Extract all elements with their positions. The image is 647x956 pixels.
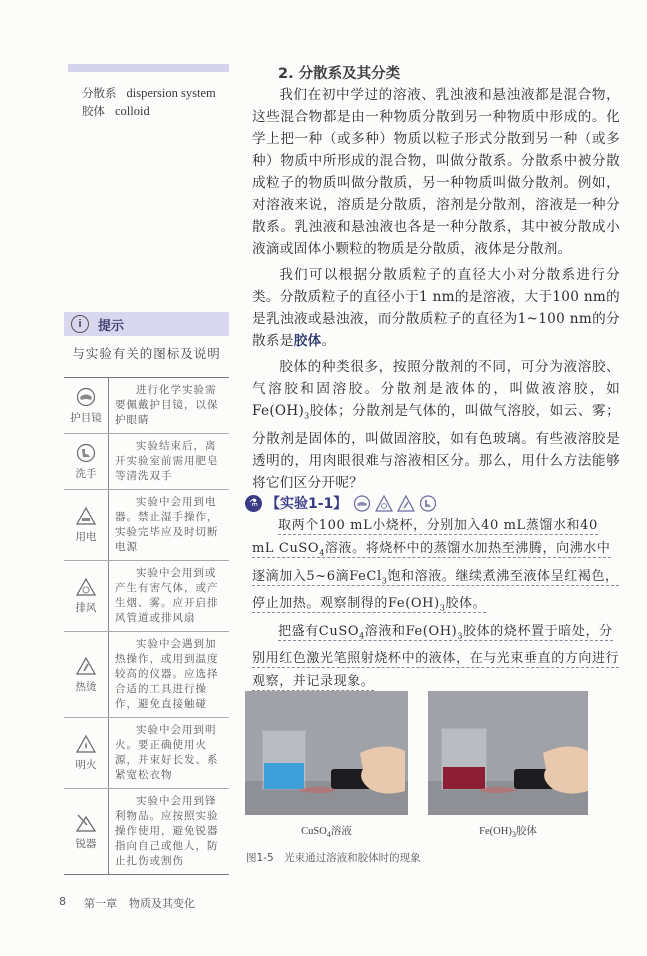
glossary-header-bar — [68, 64, 229, 72]
icon-name: 热烫 — [75, 680, 97, 693]
paragraph: 我们在初中学过的溶液、乳浊液和悬浊液都是混合物，这些混合物都是由一种物质分散到另一种物质中形成的。化学上把一种（或多种）物质以粒子形式分散到另一种（或多种）物质中所形成的混合物，叫做分散系。分散系中被分散成粒子的物质叫做分散质，另一种物质叫做分散剂。例如，对溶液来说，溶质是分散质，溶剂是分散剂，溶液是一种分散系。乳浊液和悬浊液也各是一种分散系，其中被分散成小液滴或固体小颗粒的物质是分散质，液体是分散剂。 — [252, 87, 620, 257]
ventilation-icon — [375, 495, 393, 512]
icon-name: 排风 — [75, 602, 97, 614]
icon-description: 实验中会用到明火。要正确使用火源，并束好长发、系紧宽松衣物 — [115, 724, 219, 781]
glossary-term-zh: 胶体 — [82, 104, 105, 118]
icon-name: 用电 — [75, 531, 97, 543]
electricity-icon — [75, 506, 97, 526]
icon-description: 实验中会用到锋利物品。应按照实验操作使用，避免锐器指向自己或他人，防止扎伤或割伤 — [115, 795, 219, 867]
experiment-header — [245, 493, 437, 513]
goggles-icon — [353, 495, 371, 512]
figure-caption: 图1-5 光束通过溶液和胶体时的现象 — [246, 852, 421, 864]
paragraph: 我们可以根据分散质粒子的直径大小对分散系进行分类。分散质粒子的直径小于1 nm的是溶液，大于100 nm的是乳浊液或悬浊液，而分散质粒子的直径为1~100 nm的分散系是胶体。 — [252, 267, 620, 349]
experiment-title: 【实验1-1】 — [266, 496, 348, 512]
glossary-term-zh: 分散系 — [82, 86, 117, 100]
page-number: 8 — [59, 895, 66, 908]
tip-label: 提示 — [98, 318, 125, 334]
experiment-icon: ⚗ — [245, 495, 262, 512]
tip-subtitle: 与实验有关的图标及说明 — [72, 346, 221, 361]
photo-caption-right: $Fe(OH)_3$胶体 — [479, 826, 537, 840]
table-row — [64, 789, 229, 874]
chapter-label: 第一章 — [84, 897, 117, 910]
table-row — [64, 434, 229, 490]
safety-icons-table — [64, 377, 229, 875]
paragraph: 取两个100 mL小烧杯，分别加入40 mL蒸馏水和40 mL CuSO$_4$溶液。将烧杯中的蒸馏水加热至沸腾，向沸水中逐滴加入5~6滴FeCl$_3$饱和溶液。继续煮沸至液体呈红褐色，停止加热。观察制得的$Fe(OH)_3$胶体。 — [252, 518, 619, 613]
glossary-term-en: colloid — [115, 104, 150, 118]
table-row — [64, 561, 229, 632]
table-row — [64, 490, 229, 561]
goggles-icon — [75, 387, 97, 407]
table-row — [64, 378, 229, 434]
icon-name: 护目镜 — [70, 411, 102, 424]
open-flame-icon — [75, 734, 97, 754]
table-row — [64, 718, 229, 789]
glossary-term-en: dispersion system — [126, 86, 216, 100]
info-icon: i — [71, 315, 89, 333]
glossary-item — [82, 84, 216, 102]
photo-feoh3-colloid — [428, 691, 588, 815]
tip-header — [64, 312, 229, 336]
icon-description: 实验中会遇到加热操作，或用到温度较高的仪器。应选择合适的工具进行操作，避免直接触碰 — [115, 638, 219, 710]
term-highlight: 胶体 — [293, 333, 322, 349]
icon-name: 明火 — [75, 759, 97, 771]
icon-description: 实验中会用到电器。禁止湿手操作，实验完毕应及时切断电源 — [115, 496, 219, 553]
glossary-item — [82, 102, 150, 120]
hand-wash-icon — [75, 443, 97, 463]
experiment-text — [252, 514, 620, 693]
icon-name: 锐器 — [75, 837, 97, 850]
chapter-title: 物质及其变化 — [129, 897, 195, 910]
table-row — [64, 632, 229, 718]
ventilation-icon — [75, 577, 97, 597]
section-title: 2. 分散系及其分类 — [278, 66, 401, 82]
hand-wash-icon — [419, 495, 437, 512]
main-text — [252, 84, 620, 494]
paragraph: 胶体的种类很多，按照分散剂的不同，可分为液溶胶、气溶胶和固溶胶。分散剂是液体的，叫做液溶胶，如$Fe(OH)_3$胶体；分散剂是气体的，叫做气溶胶，如云、雾；分散剂是固体的，叫做固溶胶，如有色玻璃。有些液溶胶是透明的，用肉眼很难与溶液相区分。那么，用什么方法能够将它们区分开呢？ — [252, 359, 620, 491]
photo-cuso4-solution — [245, 691, 408, 815]
sharp-object-icon — [75, 813, 97, 833]
paragraph: 把盛有CuSO$_4$溶液和$Fe(OH)_3$胶体的烧杯置于暗处，分别用红色激光笔照射烧杯中的液体，在与光束垂直的方向进行观察，并记录现象。 — [252, 623, 620, 690]
hot-surface-icon — [397, 495, 415, 512]
hot-surface-icon — [75, 656, 97, 676]
icon-description: 进行化学实验需要佩戴护目镜，以保护眼睛 — [115, 384, 219, 426]
icon-description: 实验中会用到或产生有害气体，或产生烟、雾。应开启排风管道或排风扇 — [115, 567, 219, 624]
icon-description: 实验结束后，离开实验室前需用肥皂等清洗双手 — [115, 440, 219, 482]
icon-name: 洗手 — [75, 467, 97, 480]
photo-caption-left: CuSO$_4$溶液 — [301, 826, 352, 840]
